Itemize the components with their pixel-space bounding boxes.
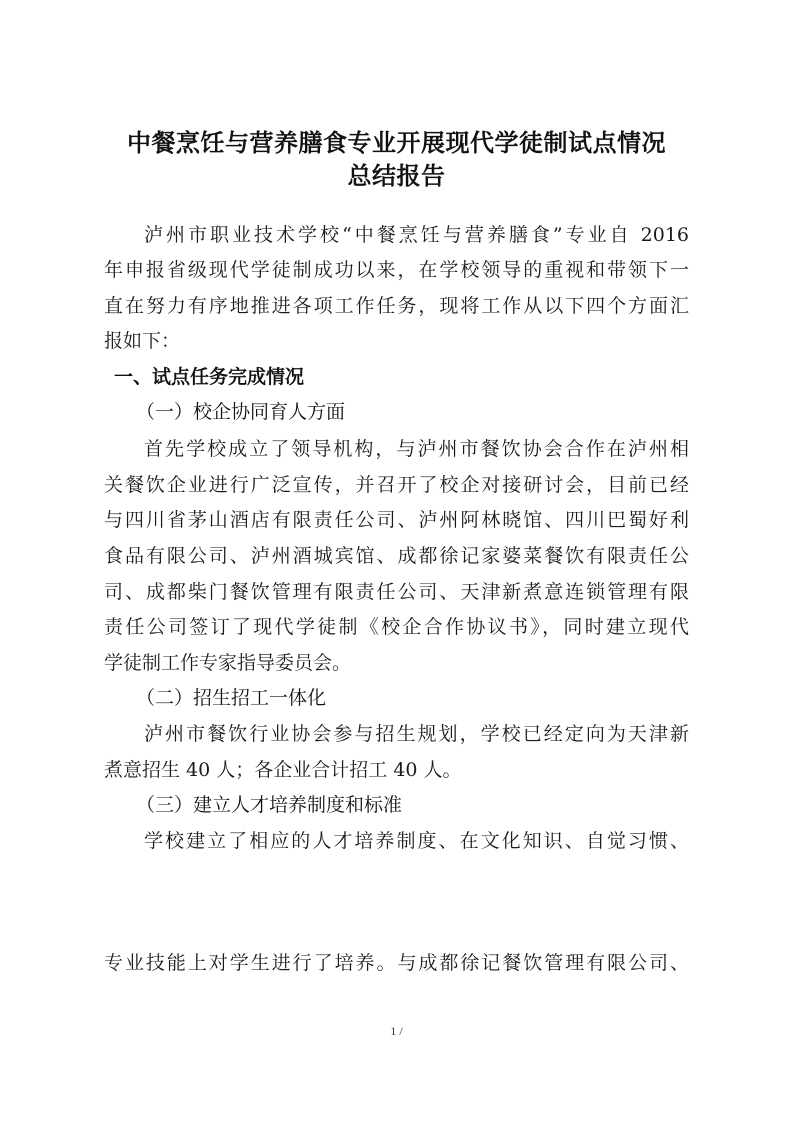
intro-line: 报如下： [104,330,181,352]
paragraph-line: 学校建立了相应的人才培养制度、在文化知识、自觉习惯、 [144,830,689,852]
document-title-line-1: 中餐烹饪与营养膳食专业开展现代学徒制试点情况 [127,129,666,157]
page-number: 1 / [390,1024,403,1038]
paragraph-line: 专业技能上对学生进行了培养。与成都徐记餐饮管理有限公司、 [104,952,689,974]
paragraph-line: 司、成都柴门餐饮管理有限责任公司、天津新煮意连锁管理有限 [104,581,689,603]
paragraph-line: 煮意招生 40 人；各企业合计招工 40 人。 [104,759,462,781]
paragraph-line: 与四川省茅山酒店有限责任公司、泸州阿林晓馆、四川巴蜀好利 [104,509,689,531]
subsection-heading: （二）招生招工一体化 [136,687,327,709]
subsection-heading: （一）校企协同育人方面 [136,401,346,423]
paragraph-line: 食品有限公司、泸州酒城宾馆、成都徐记家婆菜餐饮有限责任公 [104,545,689,567]
paragraph-line: 首先学校成立了领导机构，与泸州市餐饮协会合作在泸州相 [144,438,689,460]
document-title-line-2: 总结报告 [347,162,446,190]
subsection-heading: （三）建立人才培养制度和标准 [136,794,403,816]
intro-line: 年申报省级现代学徒制成功以来，在学校领导的重视和带领下一 [104,259,689,281]
paragraph-line: 泸州市餐饮行业协会参与招生规划，学校已经定向为天津新 [144,723,689,745]
intro-line: 泸州市职业技术学校“中餐烹饪与营养膳食”专业自 2016 [144,224,689,246]
paragraph-line: 学徒制工作专家指导委员会。 [104,652,352,674]
intro-line: 直在努力有序地推进各项工作任务，现将工作从以下四个方面汇 [104,295,689,317]
paragraph-line: 关餐饮企业进行广泛宣传，并召开了校企对接研讨会，目前已经 [104,474,689,496]
section-heading: 一、试点任务完成情况 [114,366,305,388]
paragraph-line: 责任公司签订了现代学徒制《校企合作协议书》，同时建立现代 [104,616,689,638]
